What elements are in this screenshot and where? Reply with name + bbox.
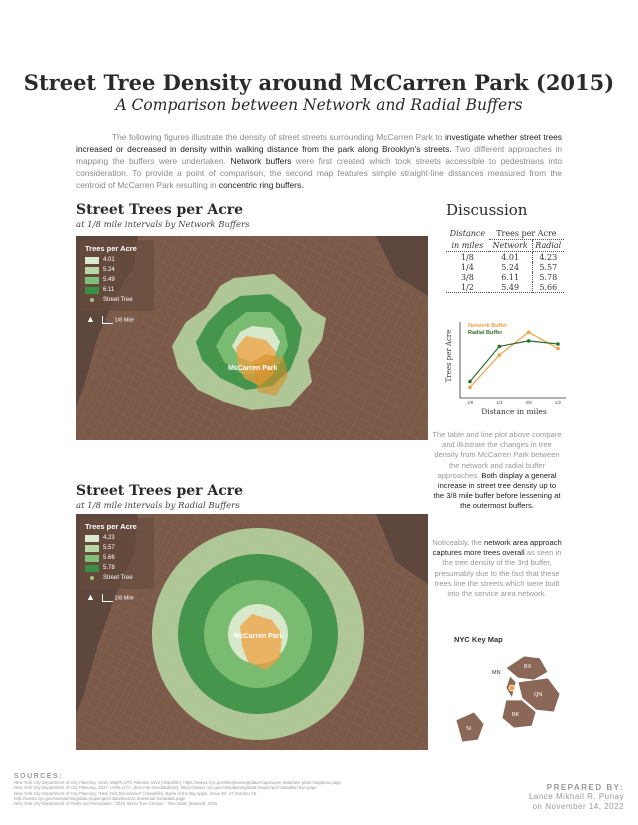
discussion-heading: Discussion bbox=[446, 201, 528, 219]
sources-title: SOURCES: bbox=[14, 773, 63, 780]
source-item: http://www1.nyc.gov/site/planning/data-maps/open-data/districts-download-metadata.page bbox=[14, 795, 186, 801]
label-bx: BX bbox=[524, 664, 532, 670]
data-point bbox=[498, 353, 502, 357]
legend-swatch bbox=[85, 277, 99, 284]
park-label: McCarren Park bbox=[234, 633, 284, 640]
mccarren-location-marker bbox=[509, 685, 515, 691]
cell-radial: 5.66 bbox=[539, 282, 558, 292]
legend-label: 5.57 bbox=[103, 545, 115, 551]
legend-tree-label: Street Tree bbox=[103, 575, 133, 581]
legend-swatch bbox=[85, 287, 99, 294]
street-tree-dot bbox=[90, 576, 94, 580]
cell-radial: 5.57 bbox=[539, 262, 558, 272]
table-rule bbox=[446, 293, 564, 295]
legend-row bbox=[85, 554, 149, 562]
table-subheader-row bbox=[446, 240, 564, 252]
x-tick-label: 1/4 bbox=[496, 400, 503, 405]
legend-row bbox=[85, 534, 149, 542]
x-axis-label: Distance in miles bbox=[481, 407, 547, 416]
discussion-paragraph-1 bbox=[432, 430, 562, 512]
para1-text: The table and line plot above compare and illustrate the changes in tree density from McCarren Park between the network and radial buffer approaches. bbox=[432, 430, 562, 480]
sources-block bbox=[14, 774, 344, 806]
col-trees-header: Trees per Acre bbox=[489, 228, 564, 240]
scale-bar bbox=[98, 316, 134, 324]
page-subtitle: A Comparison between Network and Radial Buffers bbox=[115, 96, 523, 114]
para2-text-c: as seen in the tree density of the 3rd buffer, presumably due to the fact that these trees line the streets which were built into the service area network. bbox=[434, 548, 562, 599]
source-item: New York City Department of City Planning. 2017. LION v17A. [Esri File Geodatabase]. https://www1.nyc.gov/site/planning/data-maps/open-data/dwn-lion.page bbox=[14, 785, 317, 791]
map1-subheading: at 1/8 mile intervals by Network Buffers bbox=[76, 220, 250, 230]
legend-label: 5.24 bbox=[103, 267, 115, 273]
cell-distance: 1/2 bbox=[460, 282, 474, 292]
legend-label: 4.23 bbox=[103, 535, 115, 541]
data-point bbox=[527, 330, 531, 334]
intro-bold-3: concentric ring buffers. bbox=[218, 180, 304, 190]
legend-label: 5.66 bbox=[103, 555, 115, 561]
north-arrow-icon: ▲ bbox=[86, 592, 95, 602]
col-distance-header: Distance bbox=[449, 229, 486, 239]
cell-distance: 1/8 bbox=[460, 252, 474, 262]
cell-network: 5.49 bbox=[489, 282, 532, 293]
para2-text-a: Noticeably, the bbox=[432, 538, 485, 547]
intro-paragraph bbox=[76, 131, 562, 191]
map2-legend bbox=[80, 518, 154, 589]
legend-row bbox=[85, 256, 149, 264]
intro-text-1: The following figures illustrate the density of street streets surrounding McCarren Park to bbox=[112, 132, 445, 142]
source-item: New York City Department of City Planning. 2016. MapPLUTO Release 16v2 [shapefile]. https://www1.nyc.gov/site/planning/data-maps/open-data/dwn-pluto-mappluto.page bbox=[14, 780, 341, 786]
x-tick-label: 1/8 bbox=[466, 400, 474, 405]
source-item: New York City Department of City Planning. "New York Boundaries" [shapefile]. Bytes of the Big Apple, issue 4D. 27 October 16. bbox=[14, 790, 258, 796]
scale-bar-line bbox=[102, 316, 113, 324]
x-tick-label: 3/8 bbox=[525, 400, 532, 405]
para2-bold: network area approach captures more trees overall bbox=[432, 538, 562, 558]
legend-row bbox=[85, 564, 149, 572]
legend-title: Trees per Acre bbox=[85, 522, 137, 531]
data-point bbox=[556, 342, 560, 346]
discussion-paragraph-2 bbox=[432, 538, 562, 599]
legend-row bbox=[85, 276, 149, 284]
scale-label: 1/8 Mile bbox=[114, 595, 134, 602]
map1-heading: Street Trees per Acre bbox=[76, 202, 244, 218]
legend-swatch bbox=[85, 535, 99, 542]
legend-swatch bbox=[85, 257, 99, 264]
table-row bbox=[446, 282, 564, 293]
line-chart bbox=[446, 316, 570, 420]
legend-row bbox=[85, 286, 149, 294]
cell-radial: 5.78 bbox=[539, 272, 558, 282]
para1-bold: Both display a general increase in street tree density up to the 3/8 mile buffer before lessening at the outermost buffers. bbox=[433, 470, 561, 511]
label-bk: BK bbox=[512, 712, 520, 718]
north-arrow-icon: ▲ bbox=[86, 314, 95, 324]
park-label: McCarren Park bbox=[228, 365, 278, 372]
nyc-key-title bbox=[454, 635, 503, 644]
col-network-header: Network bbox=[489, 240, 532, 252]
table-header-row bbox=[446, 228, 564, 240]
data-point bbox=[468, 385, 472, 389]
radial-buffer-map bbox=[76, 514, 428, 750]
y-axis-label: Trees per Acre bbox=[445, 329, 453, 383]
nyc-key-map bbox=[444, 628, 564, 750]
x-tick-label: 1/2 bbox=[554, 400, 562, 405]
cell-network: 5.24 bbox=[489, 262, 532, 272]
table-row bbox=[446, 252, 564, 263]
series-line-network bbox=[470, 332, 558, 387]
prepared-name: Lance Mikhail R. Punay bbox=[528, 792, 624, 801]
label-si: SI bbox=[466, 726, 472, 732]
legend-row bbox=[85, 266, 149, 274]
label-qn: QN bbox=[534, 692, 543, 698]
col-radial-header: Radial bbox=[532, 240, 564, 252]
legend-row bbox=[85, 296, 149, 304]
legend-label: 5.49 bbox=[103, 277, 115, 283]
legend-label: 4.01 bbox=[103, 257, 115, 263]
intro-text-3: were first created which took streets accessible to pedestrians into consideration. To provide a point of comparison, the second map features simple straight-line distances measured from the centroid of McCarren Park resulting in bbox=[76, 156, 563, 190]
legend-label: 6.11 bbox=[103, 287, 115, 293]
cell-distance: 1/4 bbox=[460, 262, 474, 272]
label-mn: MN bbox=[492, 670, 501, 676]
legend-swatch bbox=[85, 545, 99, 552]
prepared-by-block bbox=[529, 783, 624, 812]
legend-title: Trees per Acre bbox=[85, 244, 137, 253]
legend-tree-label: Street Tree bbox=[103, 297, 133, 303]
col-distance-sub: in miles bbox=[446, 240, 489, 252]
data-point bbox=[498, 345, 502, 349]
page-title: Street Tree Density around McCarren Park (2015) bbox=[23, 70, 615, 95]
legend-row bbox=[85, 574, 149, 582]
intro-bold-1: investigate whether street trees increased or decreased in density within walking distance from the park along Brooklyn's streets. bbox=[76, 132, 562, 154]
legend-radial: Radial Buffer bbox=[468, 330, 503, 336]
map1-legend bbox=[80, 240, 154, 311]
map2-subheading: at 1/8 mile intervals by Radial Buffers bbox=[76, 501, 240, 511]
legend-label: 5.78 bbox=[103, 565, 115, 571]
data-point bbox=[556, 347, 560, 351]
cell-network: 4.01 bbox=[489, 252, 532, 263]
data-point bbox=[527, 339, 531, 343]
series-line-radial bbox=[470, 341, 558, 382]
nyc-key-title-line1: NYC Key Map bbox=[454, 635, 503, 644]
map2-heading: Street Trees per Acre bbox=[76, 483, 244, 499]
cell-radial: 4.23 bbox=[539, 252, 558, 262]
line-chart-svg bbox=[446, 316, 570, 420]
density-table bbox=[446, 228, 564, 294]
legend-swatch bbox=[85, 267, 99, 274]
data-point bbox=[468, 380, 472, 384]
intro-text-2: Two different approaches in mapping the buffers were undertaken. bbox=[76, 144, 563, 166]
legend-swatch bbox=[85, 555, 99, 562]
scale-bar-line bbox=[102, 594, 113, 602]
nyc-key-map-graphic bbox=[444, 628, 564, 750]
scale-bar bbox=[98, 594, 134, 602]
prepared-date: on November 14, 2022 bbox=[532, 802, 624, 811]
source-item: New York City Department of Parks and Recreation. "2015 Street Tree Census - Tree Data" [dataset]. 2016. bbox=[14, 801, 219, 807]
scale-label: 1/8 Mile bbox=[114, 317, 134, 324]
table-bottom-rule bbox=[446, 293, 564, 295]
table-row bbox=[446, 262, 564, 272]
cell-distance: 3/8 bbox=[460, 272, 474, 282]
legend-network: Network Buffer bbox=[468, 323, 508, 329]
network-buffer-map bbox=[76, 236, 428, 440]
cell-network: 6.11 bbox=[489, 272, 532, 282]
intro-bold-2: Network buffers bbox=[230, 156, 292, 166]
table-row bbox=[446, 272, 564, 282]
legend-swatch bbox=[85, 565, 99, 572]
prepared-title: PREPARED BY: bbox=[546, 783, 624, 792]
legend-row bbox=[85, 544, 149, 552]
street-tree-dot bbox=[90, 298, 94, 302]
